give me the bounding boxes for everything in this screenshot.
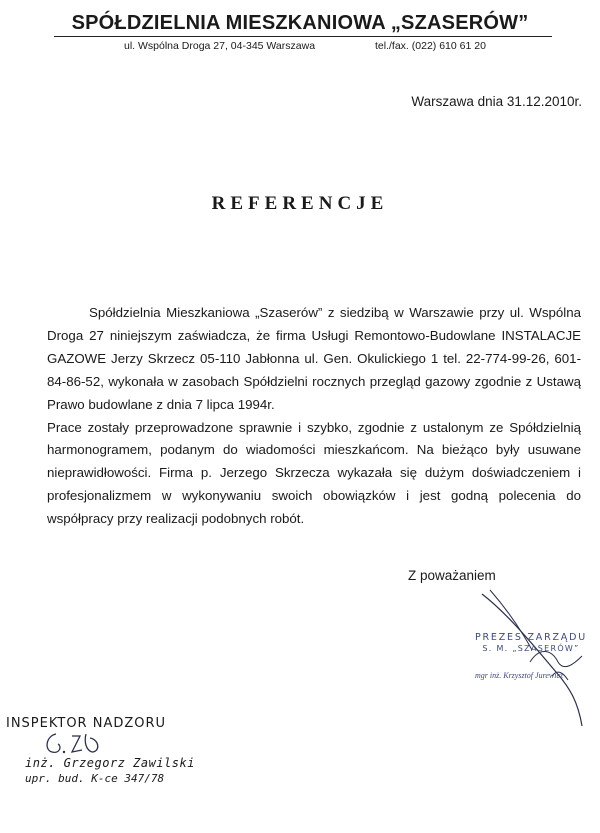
stamp-title: PREZES ZARZĄDU <box>475 632 587 643</box>
inspector-title: INSPEKTOR NADZORU <box>6 716 167 731</box>
chairman-signature <box>460 576 590 736</box>
letter-body <box>47 302 581 531</box>
inspector-license: upr. bud. K-ce 347/78 <box>25 772 165 785</box>
organization-name: SPÓŁDZIELNIA MIESZKANIOWA „SZASERÓW” <box>71 12 529 34</box>
document-title: REFERENCJE <box>211 193 389 214</box>
date-line: Warszawa dnia 31.12.2010r. <box>411 94 582 109</box>
body-paragraph-2: Prace zostały przeprowadzone sprawnie i szybko, zgodnie z ustalonym ze Spółdzielnią harmonogramem, podanym do wiadomości mieszkańcom. Na bieżąco były usuwane nieprawidłowości. Firma p. Jerzego Skrzecza wykazała się dużym doświadczeniem i profesjonalizmem w wykonywaniu swoich obowiązków i jest godną polecenia do współpracy przy realizacji podobnych robót. <box>47 419 581 527</box>
stamp-signatory-name: mgr inż. Krzysztof Jurewicz <box>475 671 564 680</box>
stamp-organization: S. M. „SZASERÓW” <box>482 644 580 653</box>
inspector-name: inż. Grzegorz Zawilski <box>25 756 195 770</box>
header-divider <box>54 36 552 37</box>
organization-phone: tel./fax. (022) 610 61 20 <box>375 40 486 52</box>
chairman-stamp <box>466 632 596 653</box>
closing-phrase: Z poważaniem <box>408 568 496 583</box>
organization-address: ul. Wspólna Droga 27, 04-345 Warszawa <box>124 40 316 52</box>
body-paragraph-1: Spółdzielnia Mieszkaniowa „Szaserów” z siedzibą w Warszawie przy ul. Wspólna Droga 27 niniejszym zaświadcza, że firma Usługi Remontowo-Budowlane INSTALACJE GAZOWE Jerzy Skrzecz 05-110 Jabłonna ul. Gen. Okulickiego 1 tel. 22-774-99-26, 601-84-86-52, wykonała w zasobach Spółdzielni rocznych przegląd gazowy zgodnie z Ustawą Prawo budowlane z dnia 7 lipca 1994r. <box>47 305 581 412</box>
